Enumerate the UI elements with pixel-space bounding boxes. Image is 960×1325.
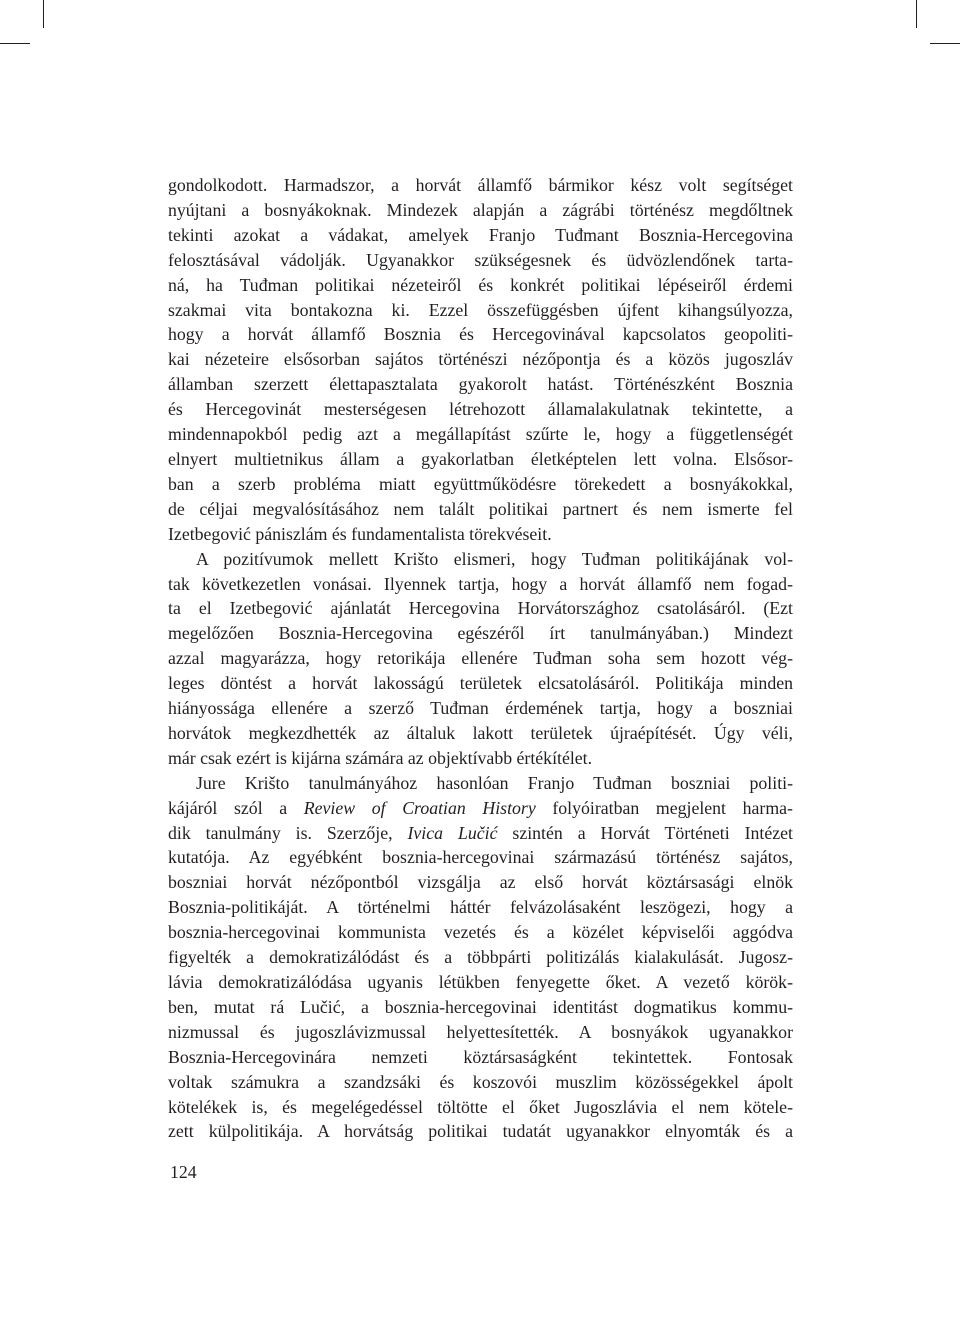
crop-mark-top-left-horizontal — [0, 43, 30, 44]
text-line: horvátok megkezdhették az általuk lakott területek újraépítését. Úgy véli, — [168, 722, 793, 743]
text-line: boszniai horvát nézőpontból vizsgálja az első horvát köztársasági elnök — [168, 872, 793, 893]
text-line: hiányossága ellenére a szerző Tuđman érdemének tartja, hogy a boszniai — [168, 698, 793, 719]
text-line: figyelték a demokratizálódást és a többpárti politizálás kialakulását. Jugosz- — [168, 947, 793, 968]
text-line: de céljai megvalósításához nem talált politikai partnert és nem ismerte fel — [168, 498, 793, 519]
text-run: folyóiratban megjelent harma- — [535, 797, 793, 818]
text-line: kutatója. Az egyébként bosznia-hercegovinai származású történész sajátos, — [168, 847, 793, 868]
text-line: hogy a horvát államfő Bosznia és Hercegovinával kapcsolatos geopoliti- — [168, 324, 793, 345]
text-line: ben, mutat rá Lučić, a bosznia-hercegovinai identitást dogmatikus kommu- — [168, 996, 793, 1017]
crop-mark-top-right-vertical — [916, 0, 917, 28]
text-line: ban a szerb probléma miatt együttműködésre törekedett a bosnyákokkal, — [168, 473, 793, 494]
text-line: kai nézeteire elsősorban sajátos történészi nézőpontja és a közös jugoszláv — [168, 349, 793, 370]
text-line: Jure Krišto tanulmányához hasonlóan Franjo Tuđman boszniai politi- — [196, 772, 793, 793]
text-line: mindennapokból pedig azt a megállapítást szűrte le, hogy a függetlenségét — [168, 424, 793, 445]
text-run: kájáról szól a — [168, 797, 304, 818]
text-line: államban szerzett élettapasztalata gyakorolt hatást. Történészként Bosznia — [168, 374, 793, 395]
text-line: és Hercegovinát mesterségesen létrehozott államalakulatnak tekintette, a — [168, 399, 793, 420]
text-line: nyújtani a bosnyákoknak. Mindezek alapján a zágrábi történész megdőltnek — [168, 199, 793, 220]
text-line: felosztásával vádolják. Ugyanakkor szükségesnek és üdvözlendőnek tarta- — [168, 249, 793, 270]
text-line: ná, ha Tuđman politikai nézeteiről és konkrét politikai lépéseiről érdemi — [168, 274, 793, 295]
page-number: 124 — [170, 1162, 197, 1182]
text-line — [168, 821, 793, 846]
text-line: A pozitívumok mellett Krišto elismeri, hogy Tuđman politikájának vol- — [196, 548, 793, 569]
text-line: lávia demokratizálódása ugyanis létükben fenyegette őket. A vezető körök- — [168, 972, 793, 992]
text-line: már csak ezért is kijárna számára az objektívabb értékítélet. — [168, 747, 593, 768]
text-run: dik tanulmány is. Szerzője, — [168, 822, 408, 843]
text-line: voltak számukra a szandzsáki és koszovói muszlim közösségekkel ápolt — [168, 1071, 793, 1092]
text-line: tekinti azokat a vádakat, amelyek Franjo Tuđmant Bosznia-Hercegovina — [168, 224, 793, 245]
text-line: megelőzően Bosznia-Hercegovina egészéről írt tanulmányában.) Mindezt — [168, 623, 793, 644]
body-text — [168, 173, 793, 1144]
text-line: leges döntést a horvát lakosságú területek elcsatolásáról. Politikája minden — [168, 673, 793, 694]
text-line: gondolkodott. Harmadszor, a horvát államfő bármikor kész volt segítséget — [168, 175, 793, 195]
text-line: Bosznia-Hercegovinára nemzeti köztársaságként tekintettek. Fontosak — [168, 1046, 793, 1067]
text-line: Bosznia-politikáját. A történelmi háttér felvázolásaként leszögezi, hogy a — [168, 897, 793, 918]
text-line: kötelékek is, és megelégedéssel töltötte el őket Jugoszlávia el nem kötele- — [168, 1096, 793, 1117]
text-line: ta el Izetbegović ajánlatát Hercegovina Horvátországhoz csatolásáról. (Ezt — [168, 598, 793, 619]
text-line: elnyert multietnikus állam a gyakorlatban életképtelen lett volna. Elsősor- — [168, 448, 793, 469]
text-line: nizmussal és jugoszlávizmussal helyettesítették. A bosnyákok ugyanakkor — [168, 1021, 793, 1042]
italic-text: Review of Croatian History — [303, 797, 536, 818]
text-line: azzal magyarázza, hogy retorikája ellenére Tuđman soha sem hozott vég- — [168, 648, 793, 669]
text-line: szakmai vita bontakozna ki. Ezzel összefüggésben újfent kihangsúlyozza, — [168, 299, 793, 320]
text-line — [168, 796, 793, 821]
crop-mark-top-right-horizontal — [930, 43, 960, 44]
text-line: tak következetlen vonásai. Ilyennek tartja, hogy a horvát államfő nem fogad- — [168, 573, 793, 594]
crop-mark-top-left-vertical — [43, 0, 44, 28]
text-line: Izetbegović pániszlám és fundamentalista törekvéseit. — [168, 523, 552, 544]
italic-text: Ivica Lučić — [407, 822, 498, 843]
text-line: bosznia-hercegovinai kommunista vezetés és a közélet képviselői aggódva — [168, 922, 793, 943]
text-run: szintén a Horvát Történeti Intézet — [497, 822, 793, 843]
text-line: zett külpolitikája. A horvátság politikai tudatát ugyanakkor elnyomták és a — [168, 1121, 793, 1142]
